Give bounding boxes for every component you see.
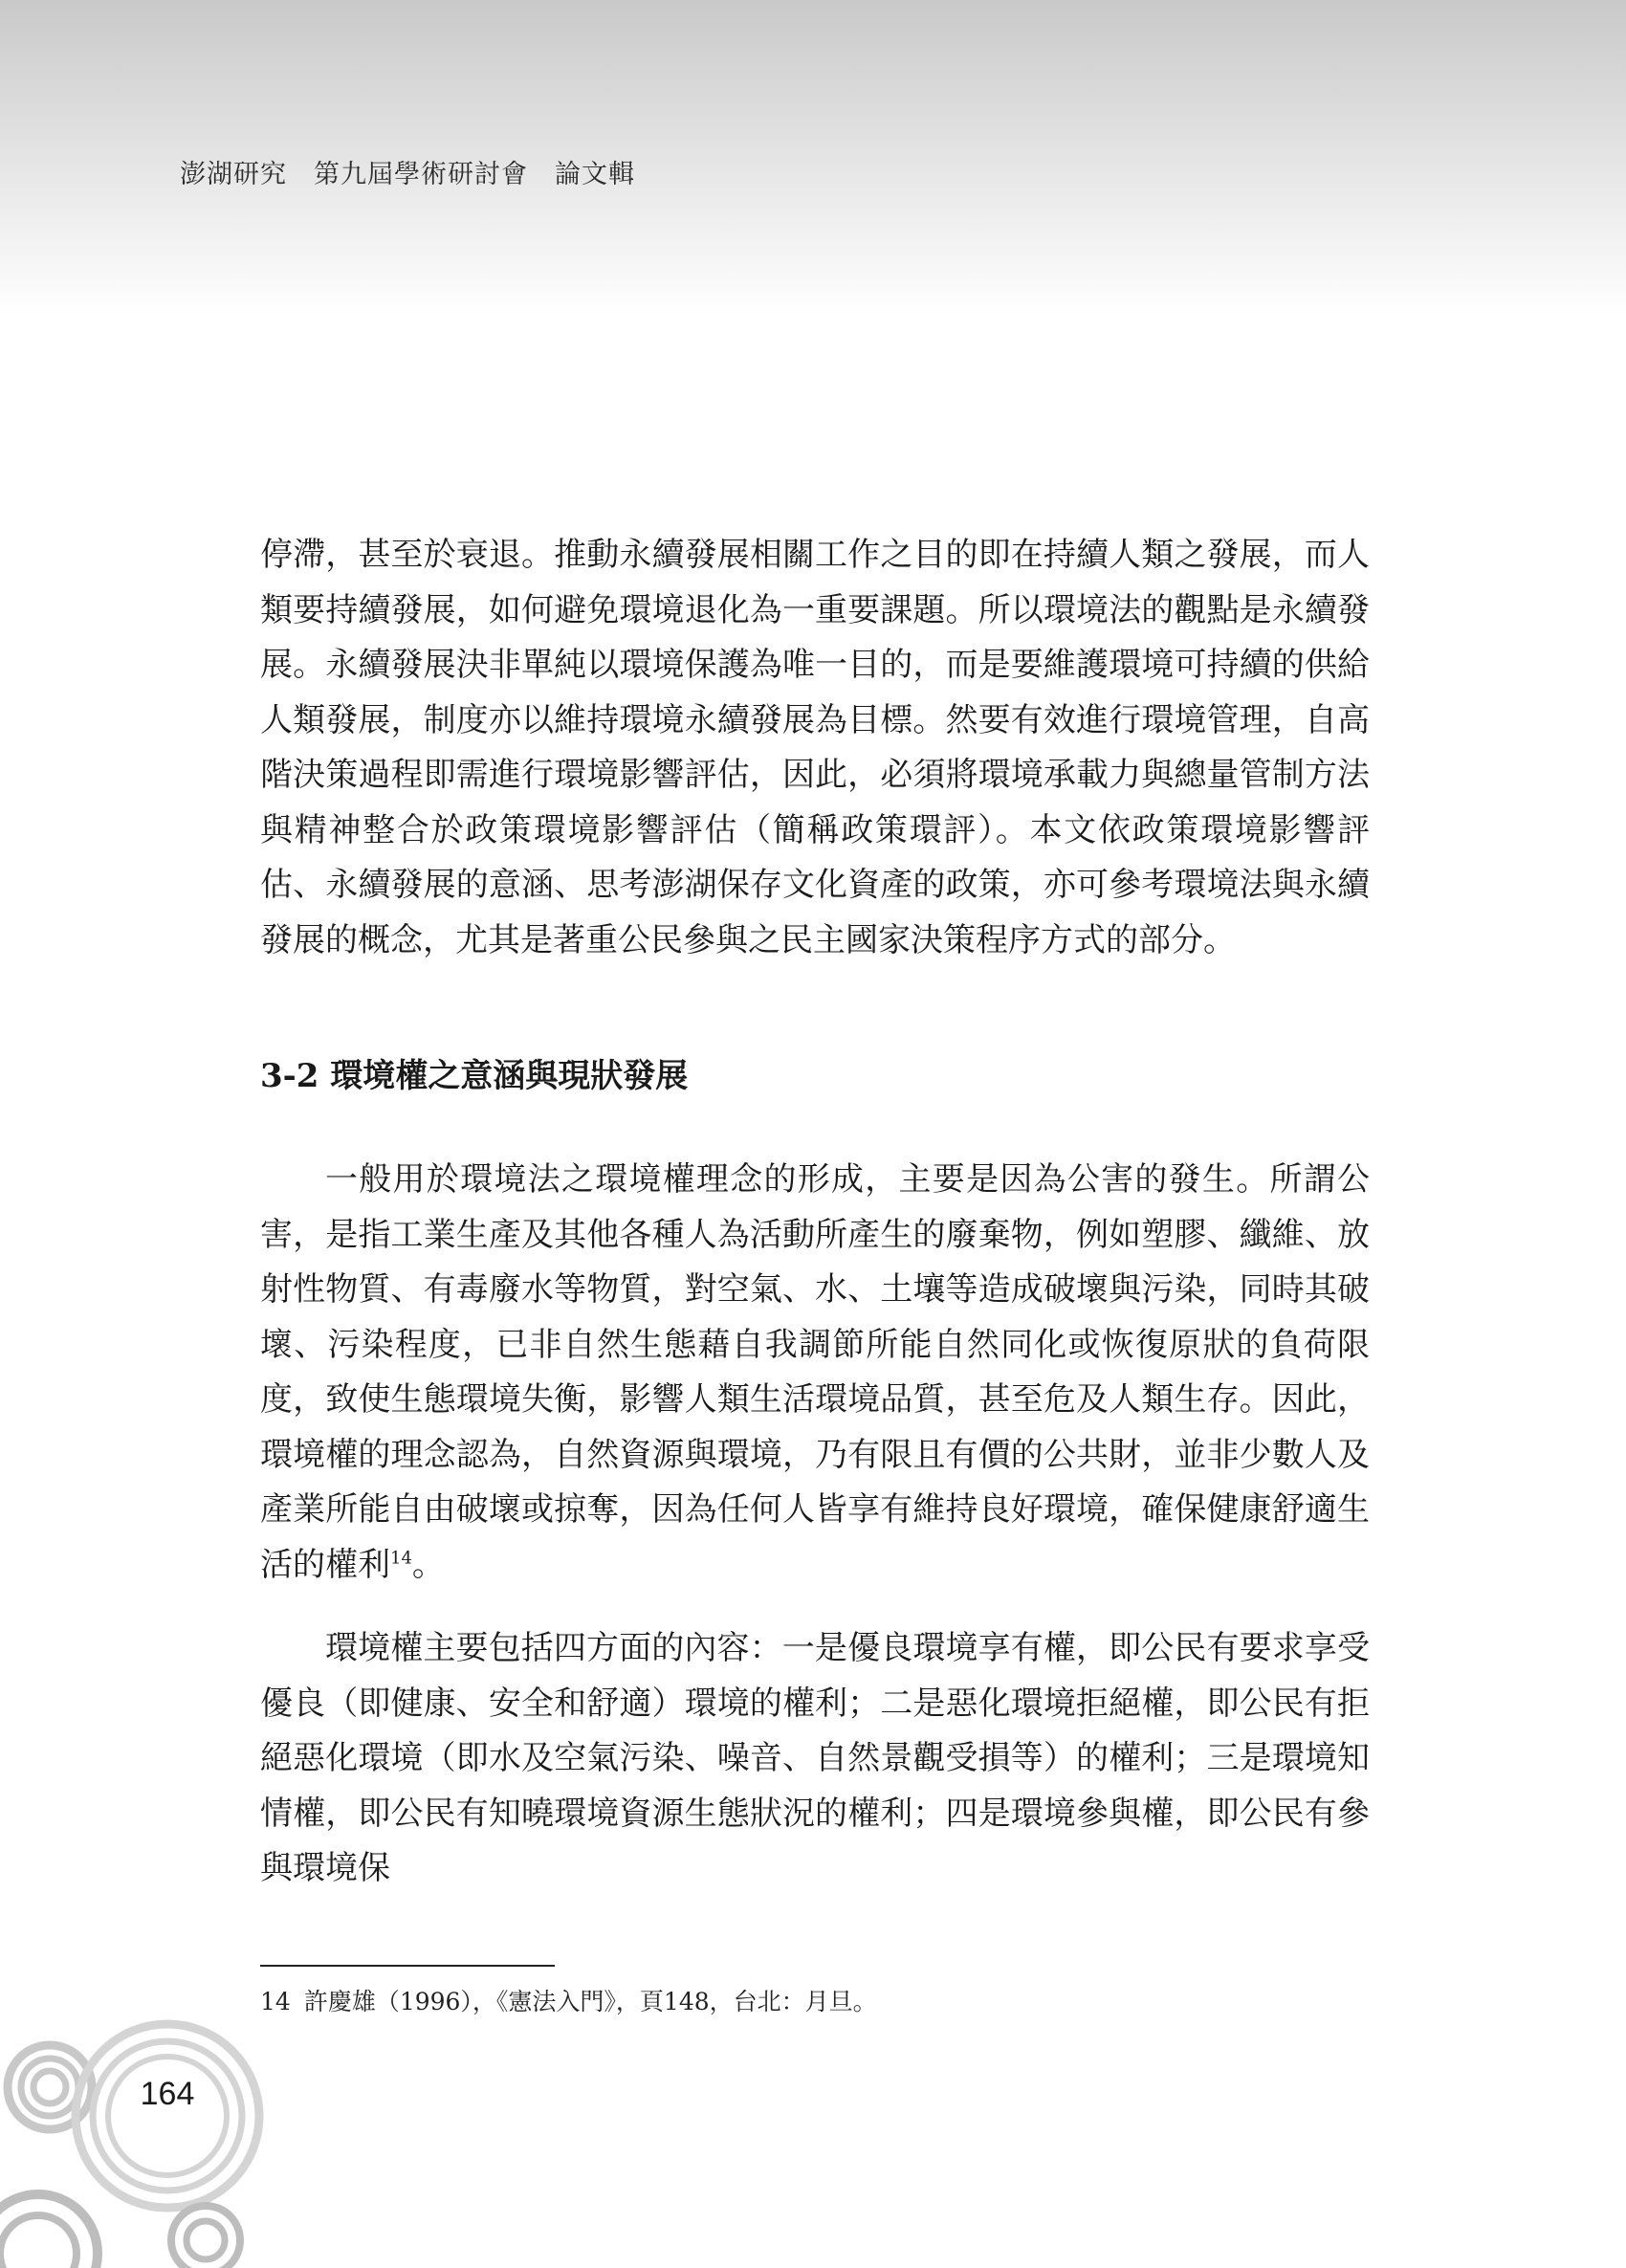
footnote-ref[interactable]: 14 bbox=[390, 1548, 412, 1569]
paragraph-1: 停滯，甚至於衰退。推動永續發展相關工作之目的即在持續人類之發展，而人類要持續發展，如何避免環境退化為一重要課題。所以環境法的觀點是永續發展。永續發展決非單純以環境保護為唯一目的，而是要維護環境可持續的供給人類發展，制度亦以維持環境永續發展為目標。然要有效進行環境管理，自高階決策過程即需進行環境影響評估，因此，必須將環境承載力與總量管制方法與精神整合於政策環境影響評估（簡稱政策環評）。本文依政策環境影響評估、永續發展的意涵、思考澎湖保存文化資產的政策，亦可參考環境法與永續發展的概念，尤其是著重公民參與之民主國家決策程序方式的部分。 bbox=[260, 536, 1370, 959]
footnote bbox=[260, 1983, 877, 2017]
paragraph-3: 環境權主要包括四方面的內容：一是優良環境享有權，即公民有要求享受優良（即健康、安全和舒適）環境的權利；二是惡化環境拒絕權，即公民有拒絕惡化環境（即水及空氣污染、噪音、自然景觀受損等）的權利；三是環境知情權，即公民有知曉環境資源生態狀況的權利；四是環境參與權，即公民有參與環境保 bbox=[260, 1629, 1370, 1887]
footnote-number: 14 bbox=[260, 1988, 291, 2015]
footnote-text: 許慶雄（1996），《憲法入門》，頁148，台北：月旦。 bbox=[303, 1988, 877, 2015]
paragraph-2-text: 一般用於環境法之環境權理念的形成，主要是因為公害的發生。所謂公害，是指工業生產及其他各種人為活動所產生的廢棄物，例如塑膠、纖維、放射性物質、有毒廢水等物質，對空氣、水、土壤等造成破壞與污染，同時其破壞、污染程度，已非自然生態藉自我調節所能自然同化或恢復原狀的負荷限度，致使生態環境失衡，影響人類生活環境品質，甚至危及人類生存。因此，環境權的理念認為，自然資源與環境，乃有限且有價的公共財，並非少數人及產業所能自由破壞或掠奪，因為任何人皆享有維持良好環境，確保健康舒適生活的權利 bbox=[260, 1160, 1370, 1584]
paragraph-2 bbox=[260, 1153, 1370, 1593]
paragraph-2-end: 。 bbox=[411, 1545, 445, 1584]
circle-group-bottom-left bbox=[0, 2194, 98, 2268]
circle-group-page bbox=[76, 2024, 259, 2208]
footnote-divider bbox=[260, 1965, 555, 1967]
page-number: 164 bbox=[140, 2076, 195, 2112]
decorative-circles bbox=[0, 2009, 287, 2268]
running-title: 澎湖研究 第九屆學術研討會 論文輯 bbox=[180, 160, 635, 189]
circle-group-bottom-right bbox=[171, 2206, 240, 2268]
section-heading: 3-2 環境權之意涵與現狀發展 bbox=[260, 1057, 689, 1095]
